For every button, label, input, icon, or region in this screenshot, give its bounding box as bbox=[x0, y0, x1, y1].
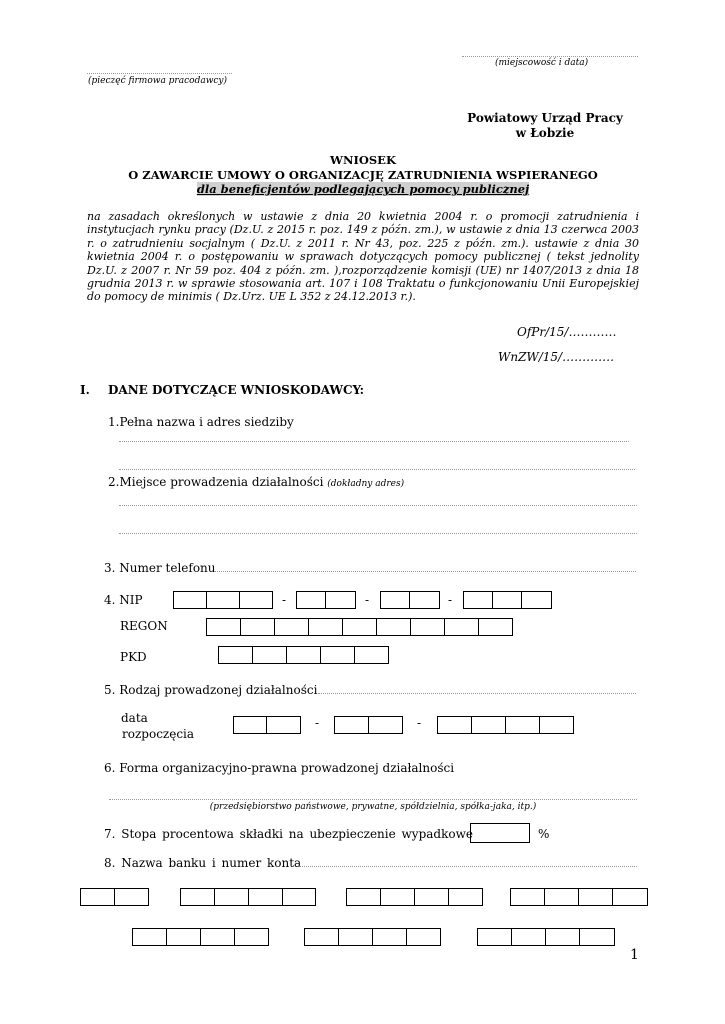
month-box[interactable] bbox=[334, 716, 369, 734]
account-box[interactable] bbox=[214, 888, 249, 906]
account-group-6[interactable] bbox=[304, 928, 441, 946]
field8-label: 8. Nazwa banku i numer konta bbox=[104, 856, 302, 870]
field1-line-1[interactable] bbox=[119, 441, 629, 442]
field6-hint: (przedsiębiorstwo państwowe, prywatne, spółdzielnia, spółka-jaka, itp.) bbox=[209, 802, 537, 812]
nip-dash-3: - bbox=[448, 593, 453, 607]
nip-box[interactable] bbox=[463, 591, 493, 609]
day-box[interactable] bbox=[266, 716, 301, 734]
title-line3: dla beneficjentów podlegających pomocy publicznej bbox=[196, 182, 530, 196]
account-box[interactable] bbox=[510, 888, 545, 906]
account-group-3[interactable] bbox=[346, 888, 483, 906]
account-box[interactable] bbox=[448, 888, 483, 906]
field1-number: 1. bbox=[108, 415, 120, 429]
account-box[interactable] bbox=[338, 928, 373, 946]
start-date-label bbox=[121, 710, 194, 742]
account-box[interactable] bbox=[80, 888, 115, 906]
title-line1: WNIOSEK bbox=[330, 153, 396, 167]
account-group-5[interactable] bbox=[132, 928, 269, 946]
nip-box[interactable] bbox=[492, 591, 522, 609]
section-title: DANE DOTYCZĄCE WNIOSKODAWCY: bbox=[108, 383, 365, 397]
field2-hint: (dokładny adres) bbox=[327, 479, 405, 489]
regon-box[interactable] bbox=[376, 618, 411, 636]
ref-wnzw: WnZW/15/…………. bbox=[498, 350, 614, 364]
account-box[interactable] bbox=[578, 888, 613, 906]
account-group-4[interactable] bbox=[510, 888, 648, 906]
section-number: I. bbox=[80, 383, 90, 397]
document-title bbox=[87, 153, 639, 197]
nip-box[interactable] bbox=[521, 591, 552, 609]
field2-label bbox=[108, 475, 404, 489]
office-line2: w Łobzie bbox=[515, 126, 575, 140]
regon-box[interactable] bbox=[206, 618, 241, 636]
pkd-label: PKD bbox=[120, 650, 147, 664]
place-date-line bbox=[462, 56, 638, 57]
field5-label: 5. Rodzaj prowadzonej działalności bbox=[104, 683, 318, 697]
regon-box[interactable] bbox=[308, 618, 343, 636]
nip-box[interactable] bbox=[409, 591, 440, 609]
account-group-7[interactable] bbox=[477, 928, 615, 946]
account-group-2[interactable] bbox=[180, 888, 316, 906]
legal-form-line[interactable] bbox=[109, 799, 637, 800]
nip-box[interactable] bbox=[296, 591, 326, 609]
percent-sign: % bbox=[538, 827, 550, 841]
field7-label: 7. Stopa procentowa składki na ubezpieczenie wypadkowe bbox=[104, 827, 473, 841]
account-box[interactable] bbox=[406, 928, 441, 946]
regon-box[interactable] bbox=[444, 618, 479, 636]
nip-box[interactable] bbox=[380, 591, 410, 609]
nip-box[interactable] bbox=[206, 591, 240, 609]
date-dash-1: - bbox=[315, 716, 320, 730]
place-date-label: (miejscowość i data) bbox=[495, 58, 589, 68]
year-box[interactable] bbox=[437, 716, 472, 734]
account-box[interactable] bbox=[200, 928, 235, 946]
field1-text: Pełna nazwa i adres siedziby bbox=[119, 415, 294, 429]
account-box[interactable] bbox=[180, 888, 215, 906]
field2-line-1[interactable] bbox=[119, 505, 637, 506]
account-box[interactable] bbox=[346, 888, 381, 906]
activity-type-line[interactable] bbox=[318, 693, 636, 694]
office-line1: Powiatowy Urząd Pracy bbox=[467, 111, 623, 125]
start-month-boxes[interactable] bbox=[334, 716, 403, 734]
regon-box[interactable] bbox=[478, 618, 513, 636]
field1-line-2[interactable] bbox=[119, 469, 635, 470]
field3-label: 3. Numer telefonu bbox=[104, 561, 216, 575]
day-box[interactable] bbox=[233, 716, 267, 734]
account-box[interactable] bbox=[282, 888, 316, 906]
account-box[interactable] bbox=[304, 928, 339, 946]
bank-name-line[interactable] bbox=[299, 866, 637, 867]
nip-box[interactable] bbox=[239, 591, 273, 609]
nip-group-3[interactable] bbox=[380, 591, 440, 609]
account-box[interactable] bbox=[579, 928, 615, 946]
account-box[interactable] bbox=[234, 928, 269, 946]
start-year-boxes[interactable] bbox=[437, 716, 574, 734]
nip-group-2[interactable] bbox=[296, 591, 356, 609]
rate-box[interactable] bbox=[470, 823, 530, 843]
account-box[interactable] bbox=[545, 928, 580, 946]
account-group-1[interactable] bbox=[80, 888, 149, 906]
pkd-box[interactable] bbox=[252, 646, 287, 664]
field4-label: 4. NIP bbox=[104, 593, 143, 607]
regon-box[interactable] bbox=[342, 618, 377, 636]
account-box[interactable] bbox=[372, 928, 407, 946]
year-box[interactable] bbox=[471, 716, 506, 734]
pkd-box[interactable] bbox=[354, 646, 389, 664]
pkd-box[interactable] bbox=[218, 646, 253, 664]
regon-label: REGON bbox=[120, 619, 168, 633]
date-dash-2: - bbox=[417, 716, 422, 730]
field2-text: Miejsce prowadzenia działalności bbox=[119, 475, 324, 489]
account-box[interactable] bbox=[380, 888, 415, 906]
account-box[interactable] bbox=[114, 888, 149, 906]
year-box[interactable] bbox=[539, 716, 574, 734]
nip-dash-1: - bbox=[282, 593, 287, 607]
account-box[interactable] bbox=[248, 888, 283, 906]
account-box[interactable] bbox=[477, 928, 512, 946]
field6-label: 6. Forma organizacyjno-prawna prowadzonej działalności bbox=[104, 761, 455, 775]
field2-line-2[interactable] bbox=[119, 533, 637, 534]
stamp-label: (pieczęć firmowa pracodawcy) bbox=[88, 76, 228, 86]
pkd-box[interactable] bbox=[286, 646, 321, 664]
regon-box[interactable] bbox=[274, 618, 309, 636]
regon-box[interactable] bbox=[410, 618, 445, 636]
account-box[interactable] bbox=[132, 928, 167, 946]
pkd-box[interactable] bbox=[320, 646, 355, 664]
office-name bbox=[450, 111, 640, 141]
start-date-label-1: data bbox=[121, 711, 148, 725]
accident-rate-box[interactable] bbox=[470, 823, 530, 841]
year-box[interactable] bbox=[505, 716, 540, 734]
account-box[interactable] bbox=[166, 928, 201, 946]
nip-group-1[interactable] bbox=[173, 591, 273, 609]
account-box[interactable] bbox=[511, 928, 546, 946]
phone-line[interactable] bbox=[214, 571, 636, 572]
legal-basis-text: na zasadach określonych w ustawie z dnia 20 kwietnia 2004 r. o promocji zatrudnienia i instytucjach rynku pracy (Dz.U. z 2015 r. poz. 149 z późn. zm.), w ustawie z dnia 13 czerwca 2003 r. o zatrudnieniu socjalnym ( Dz.U. z 2011 r. Nr 43, poz. 225 z późn. zm.). ustawie z dnia 30 kwietnia 2004 r. o postępowaniu w sprawach dotyczących pomocy publicznej ( tekst jednolity Dz.U. z 2007 r. Nr 59 poz. 404 z późn. zm. ),rozporządzenie komisji (UE) nr 1407/2013 z dnia 18 grudnia 2013 r. w sprawie stosowania art. 107 i 108 Traktatu o funkcjonowaniu Unii Europejskiej do pomocy de minimis ( Dz.Urz. UE L 352 z 24.12.2013 r.). bbox=[87, 210, 639, 304]
nip-group-4[interactable] bbox=[463, 591, 552, 609]
account-box[interactable] bbox=[414, 888, 449, 906]
title-line2: O ZAWARCIE UMOWY O ORGANIZACJĘ ZATRUDNIENIA WSPIERANEGO bbox=[128, 167, 598, 182]
stamp-line bbox=[87, 73, 232, 74]
account-box[interactable] bbox=[612, 888, 648, 906]
start-day-boxes[interactable] bbox=[233, 716, 301, 734]
field1-label bbox=[108, 415, 294, 429]
nip-box[interactable] bbox=[325, 591, 356, 609]
regon-boxes[interactable] bbox=[206, 618, 513, 636]
month-box[interactable] bbox=[368, 716, 403, 734]
page-number: 1 bbox=[630, 947, 639, 963]
account-box[interactable] bbox=[544, 888, 579, 906]
nip-dash-2: - bbox=[365, 593, 370, 607]
pkd-boxes[interactable] bbox=[218, 646, 389, 664]
ref-ofpr: OfPr/15/………… bbox=[517, 325, 617, 339]
field2-number: 2. bbox=[108, 475, 120, 489]
nip-box[interactable] bbox=[173, 591, 207, 609]
regon-box[interactable] bbox=[240, 618, 275, 636]
start-date-label-2: rozpoczęcia bbox=[122, 727, 195, 741]
